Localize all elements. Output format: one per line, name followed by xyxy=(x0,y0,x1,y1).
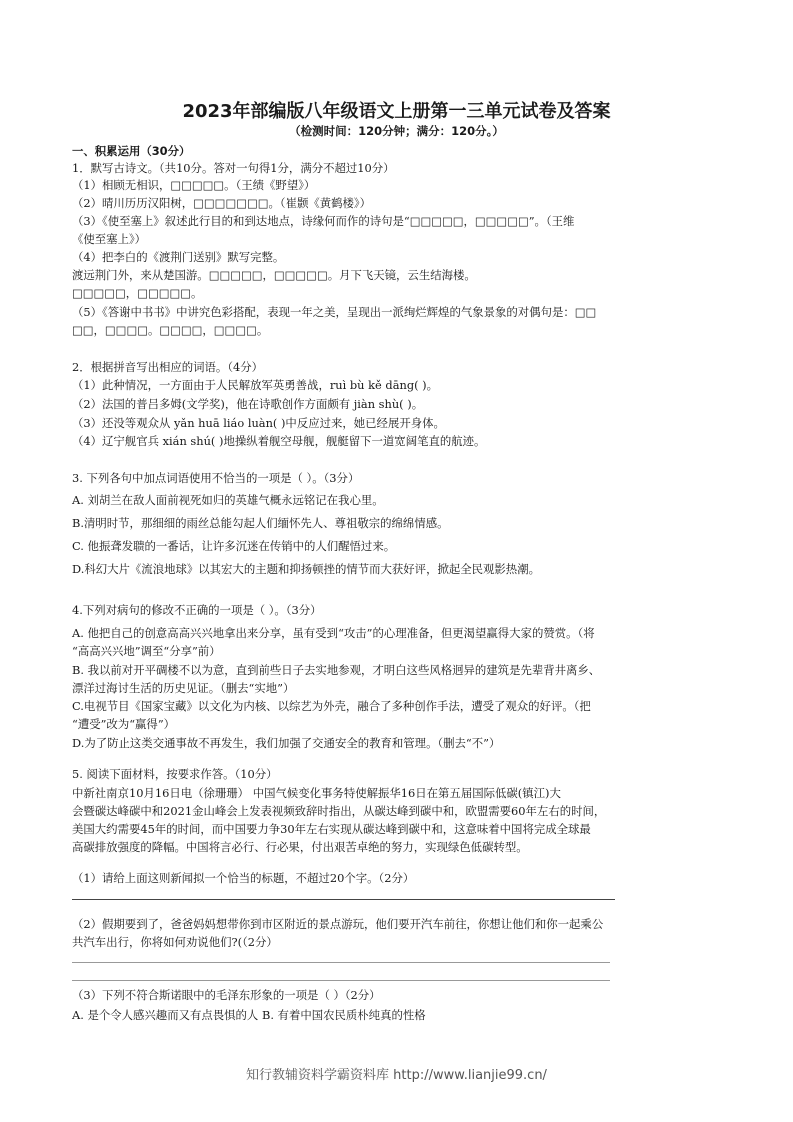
answer-line[interactable] xyxy=(72,899,615,900)
option-d: D.科幻大片《流浪地球》以其宏大的主题和抑扬顿挫的情节而大获好评，掀起全民观影热潮。 xyxy=(72,562,540,576)
question-line: □□□□□，□□□□□。 xyxy=(72,286,203,300)
answer-line[interactable] xyxy=(72,980,610,981)
subquestion-3-options: A. 是个令人感兴趣而又有点畏惧的人 B. 有着中国农民质朴纯真的性格 xyxy=(72,1008,426,1022)
question-line: （3）还没等观众从 yǎn huā liáo luàn( )中反应过来，她已经展开身体。 xyxy=(72,416,445,430)
question-line: 《使至塞上》） xyxy=(72,232,147,246)
subquestion-2: （2）假期要到了，爸爸妈妈想带你到市区附近的景点游玩，他们要开汽车前往，你想让他们和你一起乘公 xyxy=(72,917,604,931)
option-b: B.清明时节，那细细的雨丝总能勾起人们缅怀先人、尊祖敬宗的绵绵情感。 xyxy=(72,516,449,530)
question-line: （2）法国的普吕多姆(文学奖)，他在诗歌创作方面颇有 jiàn shù( )。 xyxy=(72,397,424,411)
passage-line: 高碳排放强度的降幅。中国将言必行、行必果，付出艰苦卓绝的努力，实现绿色低碳转型。 xyxy=(72,840,528,854)
passage-line: 中新社南京10月16日电（徐珊珊） 中国气候变化事务特使解振华16日在第五届国际低碳(镇江)大 xyxy=(72,786,561,800)
question-line: □□，□□□□。□□□□，□□□□。 xyxy=(72,323,269,337)
passage-line: 会暨碳达峰碳中和2021金山峰会上发表视频致辞时指出，从碳达峰到碳中和，欧盟需要60年左右的时间， xyxy=(72,804,606,818)
footer-watermark: 知行教辅资料学霸资料库 http://www.lianjie99.cn/ xyxy=(246,1068,547,1083)
option-a-cont: “高高兴兴地”调至“分享”前） xyxy=(72,644,221,658)
question-1-heading: 1．默写古诗文。（共10分。答对一句得1分，满分不超过10分） xyxy=(72,161,395,175)
question-line: 渡远荆门外，来从楚国游。□□□□□，□□□□□。月下飞天镜，云生结海楼。 xyxy=(72,268,476,282)
page-title: 2023年部编版八年级语文上册第一三单元试卷及答案 xyxy=(182,101,611,122)
passage-line: 美国大约需要45年的时间，而中国要力争30年左右实现从碳达峰到碳中和，这意味着中国将完成全球最 xyxy=(72,822,591,836)
question-line: （4）辽宁舰官兵 xián shú( )地操纵着舰空母舰，舰艇留下一道宽阔笔直的航迹。 xyxy=(72,434,486,448)
question-line: （2）晴川历历汉阳树，□□□□□□□。（崔颢《黄鹤楼》） xyxy=(72,196,371,210)
option-d: D.为了防止这类交通事故不再发生，我们加强了交通安全的教育和管理。（删去“不”） xyxy=(72,736,501,750)
subquestion-2-cont: 共汽车出行，你将如何劝说他们?(（2分） xyxy=(72,935,278,949)
option-a: A. 刘胡兰在敌人面前视死如归的英雄气概永远铭记在我心里。 xyxy=(72,493,384,507)
answer-line[interactable] xyxy=(72,962,610,963)
question-line: （1）此种情况，一方面由于人民解放军英勇善战，ruì bù kě dāng( )。 xyxy=(72,378,439,392)
option-a: A. 他把自己的创意高高兴兴地拿出来分享，虽有受到“攻击”的心理准备，但更渴望赢得大家的赞赏。（将 xyxy=(72,626,595,640)
question-line: （5）《答谢中书书》中讲究色彩搭配，表现一年之美，呈现出一派绚烂辉煌的气象景象的对偶句是：□□ xyxy=(72,305,597,319)
option-b: B. 我以前对开平碉楼不以为意，直到前些日子去实地参观，才明白这些风格迥异的建筑是先辈背井离乡、 xyxy=(72,663,601,677)
subquestion-3: （3）下列不符合斯诺眼中的毛泽东形象的一项是（ ）（2分） xyxy=(72,988,381,1002)
page-subtitle: （检测时间：120分钟；满分：120分。） xyxy=(289,124,504,138)
question-4-heading: 4.下列对病句的修改不正确的一项是（ ）。（3分） xyxy=(72,603,322,617)
question-line: （4）把李白的《渡荆门送别》默写完整。 xyxy=(72,250,285,264)
subquestion-1: （1）请给上面这则新闻拟一个恰当的标题，不超过20个字。（2分） xyxy=(72,871,415,885)
question-3-heading: 3. 下列各句中加点词语使用不恰当的一项是（ ）。（3分） xyxy=(72,471,360,485)
question-line: （3）《使至塞上》叙述此行目的和到达地点，诗缘何而作的诗句是“□□□□□，□□□□□”。（王维 xyxy=(72,214,575,228)
section-heading: 一、积累运用（30分） xyxy=(72,144,191,158)
question-line: （1）相顾无相识，□□□□□。（王绩《野望》） xyxy=(72,178,316,192)
option-c: C. 他振聋发聩的一番话，让许多沉迷在传销中的人们醒悟过来。 xyxy=(72,539,396,553)
question-5-heading: 5. 阅读下面材料，按要求作答。（10分） xyxy=(72,767,278,781)
option-b-cont: 漂洋过海讨生活的历史见证。（删去“实地”） xyxy=(72,681,295,695)
option-c-cont: “遭受”改为“赢得”） xyxy=(72,717,176,731)
question-2-heading: 2．根据拼音写出相应的词语。（4分） xyxy=(72,360,264,374)
option-c: C.电视节目《国家宝藏》以文化为内核、以综艺为外壳，融合了多种创作手法，遭受了观众的好评。（把 xyxy=(72,699,591,713)
